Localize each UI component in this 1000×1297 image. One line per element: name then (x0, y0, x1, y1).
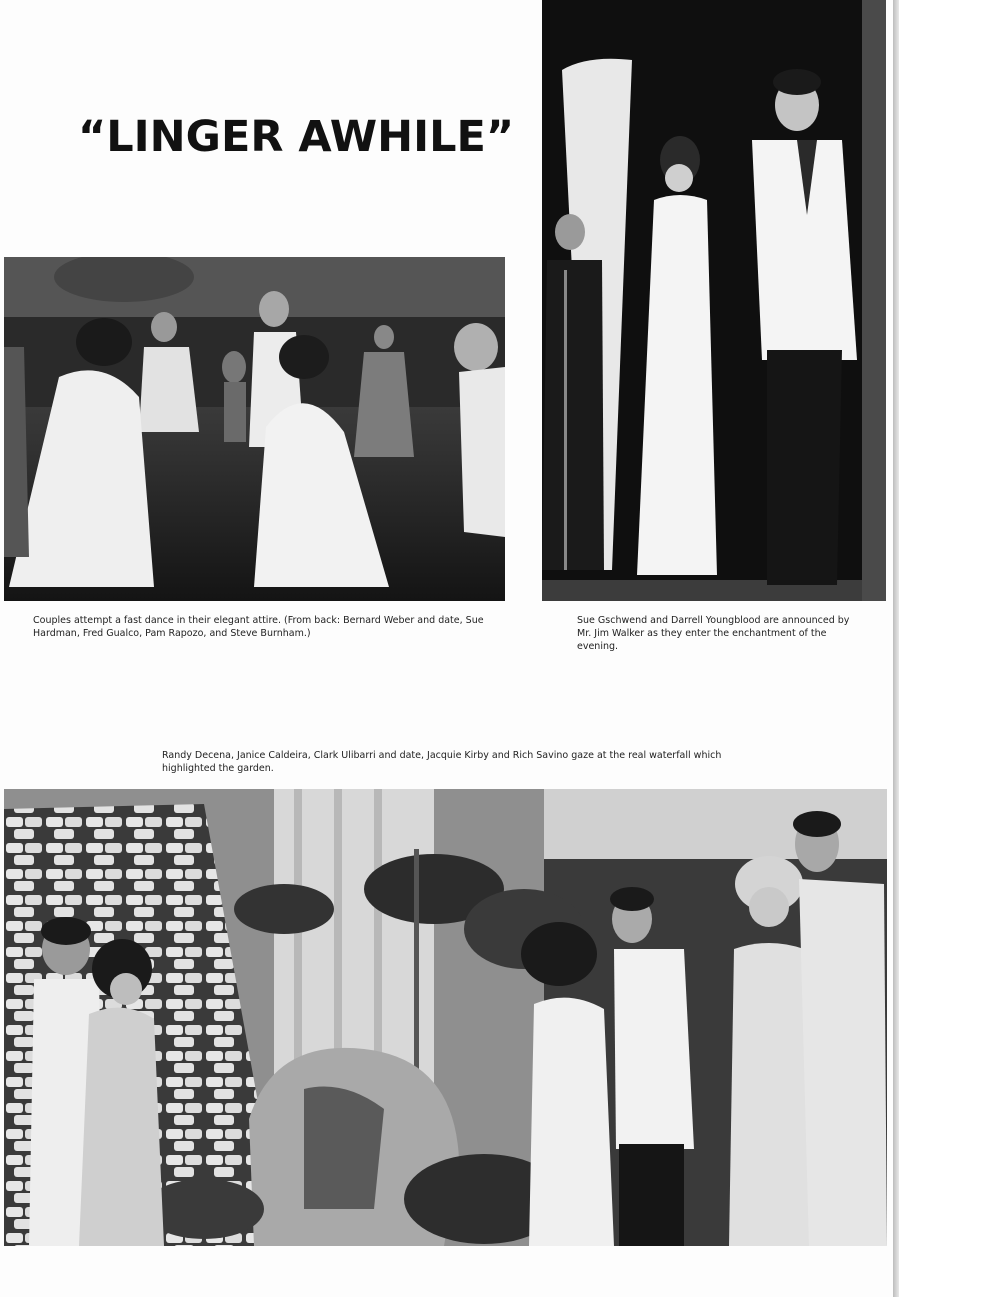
garden-photo (4, 789, 887, 1246)
announce-caption: Sue Gschwend and Darrell Youngblood are announced by Mr. Jim Walker as they enter the enchantment of the evening. (577, 615, 850, 652)
dance-caption: Couples attempt a fast dance in their elegant attire. (From back: Bernard Weber and date, Sue Hardman, Fred Gualco, Pam Rapozo, and Steve Burnham.) (33, 615, 484, 639)
garden-caption: Randy Decena, Janice Caldeira, Clark Ulibarri and date, Jacquie Kirby and Rich Savino gaze at the real waterfall which highlighted the garden. (162, 750, 722, 774)
scan-margin (899, 0, 1000, 1297)
page-title: “LINGER AWHILE” (78, 112, 515, 162)
stage-photo (542, 0, 886, 601)
dance-photo (4, 257, 505, 601)
